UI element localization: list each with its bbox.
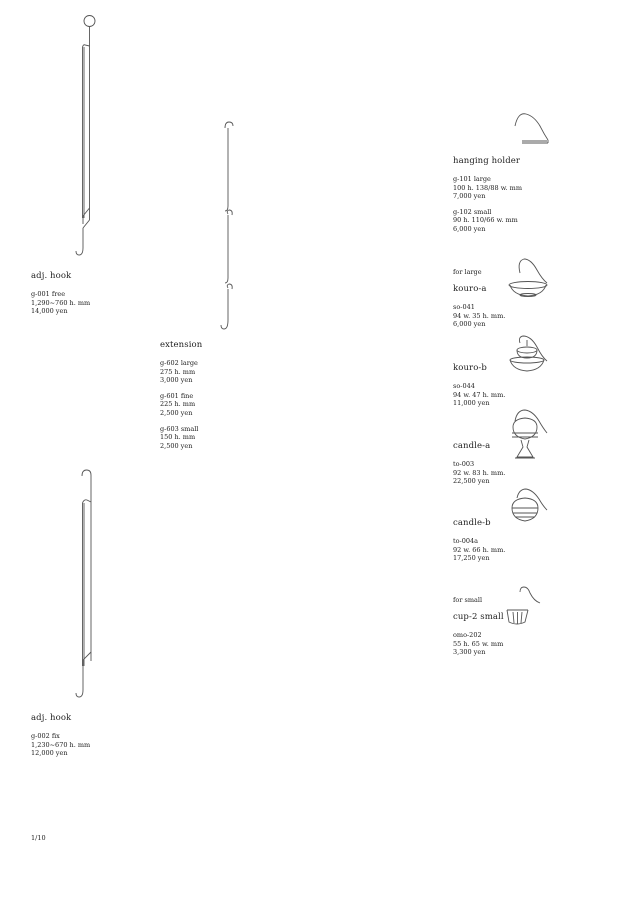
product-title: extension [160, 340, 203, 350]
kouro-b-drawing [505, 333, 550, 378]
candle-a-drawing [505, 407, 550, 462]
product-title: adj. hook [31, 271, 72, 281]
product-variant: g-602 large [160, 359, 198, 367]
product-code: omo-202 [453, 631, 482, 639]
candle-b-block [453, 518, 505, 563]
product-size: 94 w. 47 h. mm. [453, 390, 506, 399]
product-price: 6,000 yen [453, 224, 486, 233]
product-title: cup-2 small [453, 612, 504, 622]
product-variant: g-603 small [160, 424, 199, 433]
candle-b-drawing [505, 486, 550, 531]
candle-a-block [453, 441, 505, 486]
product-price: 2,500 yen [160, 441, 193, 450]
product-variant: g-002 fix [31, 732, 60, 740]
product-price: 7,000 yen [453, 192, 486, 201]
product-variant: g-601 fine [160, 391, 194, 400]
product-size: 94 w. 35 h. mm. [453, 311, 506, 320]
hanging-holder-block [453, 156, 522, 234]
product-size: 55 h. 65 w. mm [453, 639, 504, 648]
kouro-b-block [453, 363, 505, 408]
adj-hook-free-block [31, 271, 90, 316]
product-price: 11,000 yen [453, 399, 490, 408]
product-code: so-041 [453, 303, 475, 311]
extension-rod-drawing [221, 118, 241, 338]
product-size: 1,230~670 h. mm [31, 740, 91, 749]
hanging-holder-drawing [512, 108, 552, 148]
size-group-label: for small [453, 596, 483, 604]
product-title: kouro-b [453, 363, 487, 373]
kouro-a-drawing [505, 255, 550, 300]
product-title: kouro-a [453, 284, 487, 294]
product-title: candle-a [453, 441, 491, 451]
product-size: 150 h. mm [160, 433, 196, 442]
product-title: hanging holder [453, 156, 521, 166]
product-price: 6,000 yen [453, 320, 486, 329]
adj-hook-fix-block [31, 713, 90, 758]
extension-block [160, 340, 202, 450]
product-size: 92 w. 66 h. mm. [453, 545, 506, 554]
cup-2-small-block [453, 596, 504, 657]
cup-2-small-drawing [502, 585, 547, 630]
product-title: candle-b [453, 518, 491, 528]
page-number: 1/10 [31, 834, 46, 842]
product-size: 90 h. 110/66 w. mm [453, 216, 518, 225]
product-title: adj. hook [31, 713, 72, 723]
product-variant: g-101 large [453, 175, 491, 183]
product-size: 225 h. mm [160, 400, 196, 409]
product-price: 22,500 yen [453, 477, 490, 486]
product-price: 12,000 yen [31, 749, 68, 758]
product-size: 275 h. mm [160, 367, 196, 376]
product-price: 17,250 yen [453, 554, 490, 563]
product-price: 3,000 yen [160, 376, 193, 385]
product-variant: g-001 free [31, 290, 66, 298]
product-size: 1,290~760 h. mm [31, 298, 91, 307]
product-code: to-003 [453, 460, 475, 468]
kouro-a-block [453, 268, 505, 329]
adjustable-hook-free-drawing [74, 10, 104, 260]
product-variant: g-102 small [453, 207, 492, 216]
size-group-label: for large [453, 268, 482, 276]
product-size: 100 h. 138/88 w. mm [453, 183, 522, 192]
product-size: 92 w. 83 h. mm. [453, 468, 506, 477]
adjustable-hook-fix-drawing [74, 466, 104, 706]
product-price: 2,500 yen [160, 408, 193, 417]
product-code: so-044 [453, 382, 475, 390]
product-price: 14,000 yen [31, 307, 68, 316]
product-price: 3,300 yen [453, 648, 486, 657]
product-code: to-004a [453, 537, 479, 545]
